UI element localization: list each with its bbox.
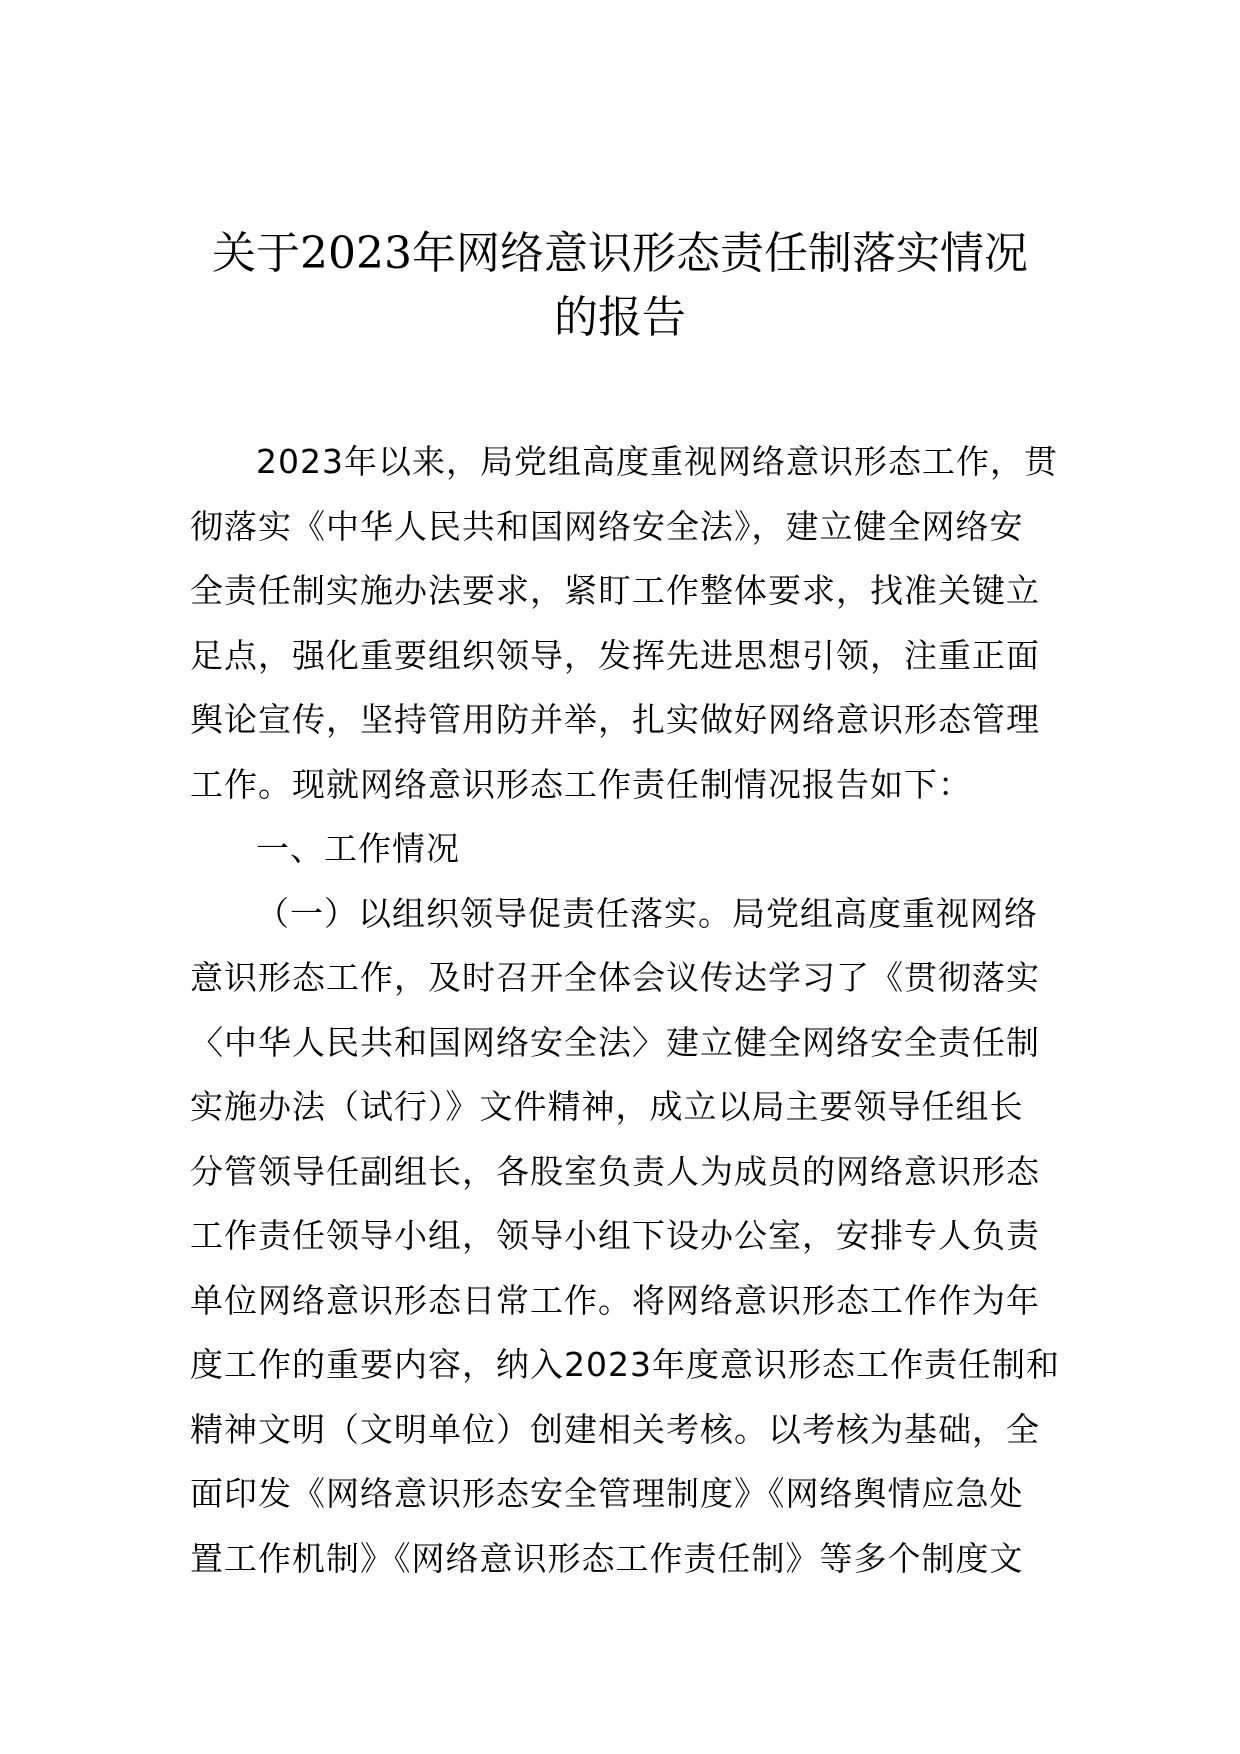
body-line: 一、工作情况 bbox=[256, 829, 460, 868]
body-line: 度工作的重要内容，纳入2023年度意识形态工作责任制和 bbox=[190, 1345, 1060, 1384]
document-title bbox=[190, 222, 1050, 350]
body-line: 舆论宣传，坚持管用防并举，扎实做好网络意识形态管理 bbox=[190, 700, 1040, 739]
title-line-1: 关于2023年网络意识形态责任制落实情况 bbox=[212, 228, 1028, 279]
body-line: 〈中华人民共和国网络安全法〉建立健全网络安全责任制 bbox=[190, 1022, 1040, 1062]
body-line: 面印发《网络意识形态安全管理制度》《网络舆情应急处 bbox=[190, 1474, 1024, 1513]
body-line: 工作责任领导小组，领导小组下设办公室，安排专人负责 bbox=[190, 1216, 1040, 1255]
body-line: 实施办法（试行）》文件精神，成立以局主要领导任组长 bbox=[190, 1087, 1024, 1126]
body-line: 彻落实《中华人民共和国网络安全法》，建立健全网络安 bbox=[190, 506, 1024, 546]
body-line: 意识形态工作，及时召开全体会议传达学习了《贯彻落实 bbox=[190, 958, 1040, 997]
body-line: 置工作机制》《网络意识形态工作责任制》等多个制度文 bbox=[190, 1538, 1024, 1578]
body-line: 分管领导任副组长，各股室负责人为成员的网络意识形态 bbox=[190, 1151, 1040, 1191]
title-line-2: 的报告 bbox=[554, 292, 686, 343]
body-line: 全责任制实施办法要求，紧盯工作整体要求，找准关键立 bbox=[190, 571, 1040, 610]
document-body bbox=[190, 430, 1060, 1591]
body-line: 足点，强化重要组织领导，发挥先进思想引领，注重正面 bbox=[190, 635, 1040, 675]
body-line: 单位网络意识形态日常工作。将网络意识形态工作作为年 bbox=[190, 1280, 1040, 1320]
body-line: 精神文明（文明单位）创建相关考核。以考核为基础，全 bbox=[190, 1409, 1040, 1449]
body-line: 2023年以来，局党组高度重视网络意识形态工作，贯 bbox=[256, 442, 1058, 481]
body-line: 工作。现就网络意识形态工作责任制情况报告如下： bbox=[190, 764, 972, 804]
body-line: （一）以组织领导促责任落实。局党组高度重视网络 bbox=[256, 893, 1038, 933]
